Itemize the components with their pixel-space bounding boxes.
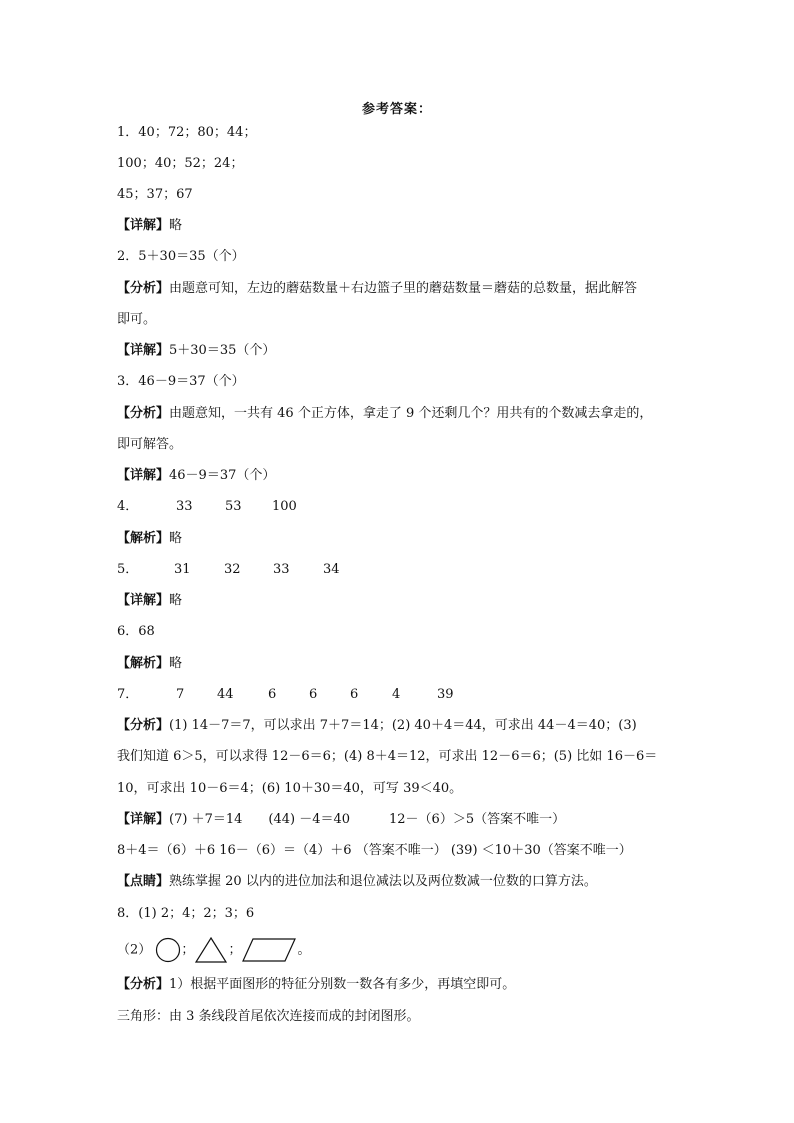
q1-line1: 1．40；72；80；44；: [117, 125, 257, 140]
q4-value: 53: [225, 499, 242, 514]
q3-analysis-text: 由题意知，一共有 46 个正方体，拿走了 9 个还剩几个？用共有的个数减去拿走的，: [169, 406, 653, 421]
q7-value: 4: [392, 687, 401, 702]
q6-analysis-tag: 【解析】: [117, 656, 170, 671]
q7-answer: [117, 686, 454, 704]
q8-sep: ；: [181, 942, 195, 958]
q2-analysis-tag: 【分析】: [117, 281, 170, 296]
q7-detail-cont: 8＋4＝（6）＋6 16－（6）＝（4）＋6 （答案不唯一） (39) ＜10＋30（答案不唯一）: [117, 843, 632, 858]
q7-analysis: [117, 717, 637, 735]
q7-analysis-tag: 【分析】: [117, 718, 170, 733]
q8-part2-label: （2）: [117, 942, 152, 958]
q8-analysis-text: 1）根据平面图形的特征分别数一数各有多少，再填空即可。: [169, 977, 516, 992]
q7-num: 7．: [117, 687, 139, 702]
q7-analysis-cont: 我们知道 6＞5，可以求得 12－6＝6；(4) 8＋4＝12，可求出 12－6＝6；(5) 比如 16－6＝: [117, 749, 658, 764]
q5-detail-text: 略: [169, 593, 183, 608]
q8-sep: ；: [228, 942, 242, 958]
q5-value: 33: [273, 562, 290, 577]
q5-value: 34: [323, 562, 340, 577]
q3-detail-tag: 【详解】: [117, 468, 170, 483]
q7-value: 44: [217, 687, 234, 702]
q8-analysis-tag: 【分析】: [117, 977, 170, 992]
q7-value: 6: [350, 687, 359, 702]
q4-num: 4．: [117, 499, 139, 514]
q7-key-tag: 【点睛】: [117, 874, 170, 889]
q5-detail-tag: 【详解】: [117, 593, 170, 608]
q4-analysis: [117, 530, 182, 548]
q4-analysis-text: 略: [169, 531, 183, 546]
q7-value: 6: [268, 687, 277, 702]
q1-detail: [117, 217, 182, 235]
q5-detail: [117, 592, 182, 610]
q8-answer-1: 8．(1) 2；4；2；3；6: [117, 906, 255, 921]
q3-answer: 3．46－9＝37（个）: [117, 374, 245, 389]
q4-value: 100: [272, 499, 297, 514]
q7-value: 7: [176, 687, 185, 702]
q2-analysis: [117, 280, 637, 298]
q2-answer: 2．5＋30＝35（个）: [117, 249, 245, 264]
q5-value: 31: [174, 562, 191, 577]
q6-analysis: [117, 655, 182, 673]
q5-answer: [117, 561, 340, 579]
q7-value: 39: [437, 687, 454, 702]
q8-end: 。: [297, 942, 311, 958]
q1-detail-text: 略: [169, 218, 183, 233]
q4-analysis-tag: 【解析】: [117, 531, 170, 546]
q7-analysis-text: (1) 14－7＝7，可以求出 7＋7＝14；(2) 40＋4＝44，可求出 44－4＝40；(3): [169, 718, 637, 733]
q7-key-point: [117, 873, 597, 891]
q8-answer-2: [117, 936, 310, 962]
q7-value: 6: [309, 687, 318, 702]
q3-detail-text: 46－9＝37（个）: [169, 468, 276, 483]
q5-value: 32: [224, 562, 241, 577]
q3-analysis: [117, 405, 652, 423]
q2-detail-tag: 【详解】: [117, 343, 170, 358]
q2-analysis-text: 由题意可知，左边的蘑菇数量＋右边篮子里的蘑菇数量＝蘑菇的总数量，据此解答: [169, 281, 638, 296]
q6-analysis-text: 略: [169, 656, 183, 671]
page-title: 参考答案：: [361, 102, 432, 117]
q4-value: 33: [176, 499, 193, 514]
q5-num: 5．: [117, 562, 139, 577]
q8-analysis: [117, 976, 515, 994]
circle-shape-icon: [155, 937, 181, 963]
q3-analysis-cont: 即可解答。: [117, 437, 183, 452]
q3-detail: [117, 467, 275, 485]
q6-answer: 6．68: [117, 624, 155, 639]
q7-detail-text: (7) ＋7＝14 (44) －4＝40 12－（6）＞5（答案不唯一）: [169, 812, 566, 827]
q7-detail-tag: 【详解】: [117, 812, 170, 827]
q1-line3: 45；37；67: [117, 187, 193, 202]
q4-answer: [117, 498, 297, 516]
q8-analysis-cont: 三角形：由 3 条线段首尾依次连接而成的封闭图形。: [117, 1009, 420, 1024]
q3-analysis-tag: 【分析】: [117, 406, 170, 421]
q2-analysis-cont: 即可。: [117, 312, 157, 327]
q7-key-text: 熟练掌握 20 以内的进位加法和退位减法以及两位数减一位数的口算方法。: [169, 874, 597, 889]
q7-detail: [117, 811, 565, 829]
q7-analysis-cont: 10，可求出 10－6＝4；(6) 10＋30＝40，可写 39＜40。: [117, 781, 463, 796]
q2-detail-text: 5＋30＝35（个）: [169, 343, 276, 358]
triangle-shape-icon: [194, 936, 228, 964]
q2-detail: [117, 342, 275, 360]
q1-line2: 100；40；52；24；: [117, 156, 244, 171]
q1-detail-tag: 【详解】: [117, 218, 170, 233]
parallelogram-shape-icon: [241, 937, 297, 963]
